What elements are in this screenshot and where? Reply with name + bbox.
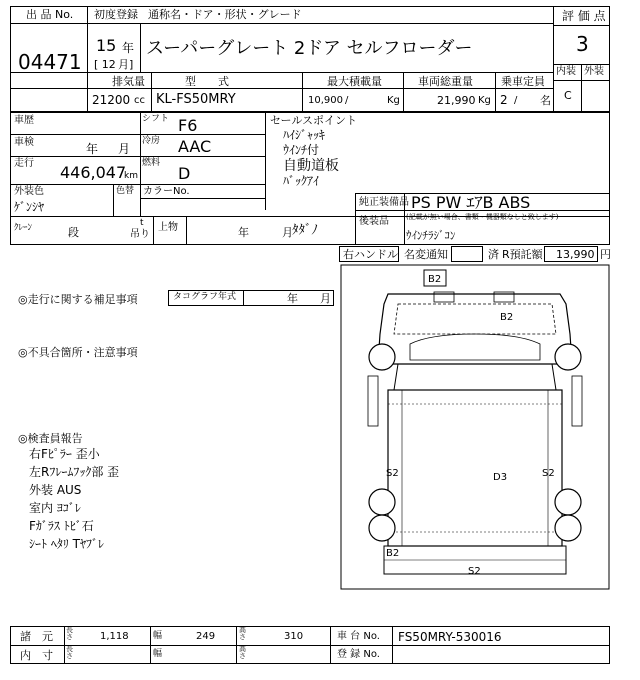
inspection-year-unit: 年 xyxy=(86,142,99,156)
chassis-number: FS50MRY-530016 xyxy=(398,630,502,644)
mileage-unit: km xyxy=(124,171,138,181)
steering: 右ハンドル xyxy=(343,248,398,261)
fuel-label: 燃料 xyxy=(142,158,161,168)
aftermarket-note: (記載が無い場合、書類・機器類なしと致します) xyxy=(406,213,559,221)
aircon-value: AAC xyxy=(178,137,212,156)
history-label: 車歴 xyxy=(14,115,34,126)
rear-left-wheel-1 xyxy=(369,489,395,515)
lot-number: 04471 xyxy=(18,50,82,74)
mileage-value: 446,047 xyxy=(60,163,127,182)
model-name: スーパーグレート 2ドア セルフローダー xyxy=(146,38,473,59)
front-left-wheel xyxy=(369,344,395,370)
tachograph-label: タコグラフ年式 xyxy=(173,292,237,302)
width-value: 249 xyxy=(196,631,216,642)
capacity-unit: 名 xyxy=(540,94,551,107)
color-value: ｹﾞﾝｼﾔ xyxy=(14,200,45,214)
mark-rear-left: B2 xyxy=(386,548,400,559)
capacity-separator: / xyxy=(514,95,518,106)
defects-title: ◎不具合箇所・注意事項 xyxy=(18,346,138,359)
first-registration-label: 初度登録 xyxy=(94,8,138,21)
rear-right-wheel-1 xyxy=(555,489,581,515)
name-change-label: 名変通知 xyxy=(404,248,448,261)
recycle-unit: 円 xyxy=(600,248,611,261)
width-label: 幅 xyxy=(153,631,163,641)
inspection-month-unit: 月 xyxy=(118,142,131,156)
mark-front-top: B2 xyxy=(428,274,442,285)
month-unit: 月] xyxy=(118,58,134,71)
sales-point-3: 自動道板 xyxy=(283,158,339,174)
inspector-line-4: 室内 ﾖｺﾞﾚ xyxy=(29,501,81,515)
recycle-deposit-label: R預託額 xyxy=(502,248,543,261)
sales-point-2: ｳｲﾝﾁ付 xyxy=(283,143,320,157)
color-change-label: 色替 xyxy=(116,186,135,196)
upper-year-unit: 年 xyxy=(238,226,249,239)
capacity-label: 乗車定員 xyxy=(501,75,545,88)
sales-points-label: セールスポイント xyxy=(270,114,358,127)
crane-stage-unit: 段 xyxy=(68,226,79,239)
standard-equipment-label: 純正装備品 xyxy=(359,197,409,208)
capacity: 2 xyxy=(500,93,508,107)
model-code: KL-FS50MRY xyxy=(156,92,236,107)
length-value: 1,118 xyxy=(100,631,129,642)
color-code-label: カラーNo. xyxy=(143,186,190,197)
name-door-grade-label: 通称名・ドア・形状・グレード xyxy=(148,8,302,21)
exterior-label: 外装 xyxy=(584,66,604,77)
rear-left-wheel-2 xyxy=(369,515,395,541)
shift-value: F6 xyxy=(178,116,198,135)
gross-weight-label: 車両総重量 xyxy=(418,75,473,88)
inspector-line-1: 右Fﾋﾟﾗｰ 歪小 xyxy=(29,447,100,461)
gross-weight-unit: Kg xyxy=(478,95,491,106)
height-value: 310 xyxy=(284,631,304,642)
front-right-wheel xyxy=(555,344,581,370)
driving-notes-title: ◎走行に関する補足事項 xyxy=(18,293,138,306)
interior-height-label: 高さ xyxy=(239,645,246,660)
dimensions-label: 諸 元 xyxy=(20,630,53,643)
rear-right-wheel-2 xyxy=(555,515,581,541)
score: 3 xyxy=(576,32,589,56)
inspection-label: 車検 xyxy=(14,137,34,148)
upper-body-maker: ﾀﾀﾞﾉ xyxy=(292,223,318,238)
interior-dimensions-label: 内 寸 xyxy=(20,649,53,662)
mark-bed-left: S2 xyxy=(386,468,399,479)
registration-year: 15 xyxy=(96,36,117,55)
displacement-label: 排気量 xyxy=(112,75,145,88)
mark-cab-right: B2 xyxy=(500,312,514,323)
height-label: 高さ xyxy=(239,626,246,641)
tachograph-year-unit: 年 xyxy=(287,292,298,305)
max-load-unit: Kg xyxy=(387,95,400,106)
max-load: 10,900 xyxy=(308,95,343,106)
displacement: 21200 xyxy=(92,93,131,107)
lot-number-label: 出 品 No. xyxy=(26,8,74,21)
aftermarket-label: 後装品 xyxy=(359,216,389,227)
sales-point-4: ﾊﾞｯｸｱｲ xyxy=(283,174,320,188)
aircon-label: 冷房 xyxy=(142,136,161,146)
inspector-report-title: ◎検査員報告 xyxy=(18,432,83,445)
interior-length-label: 長さ xyxy=(66,645,73,660)
interior-label: 内装 xyxy=(556,66,576,77)
registration-number-label: 登 録 No. xyxy=(337,649,380,660)
crane-ton: t xyxy=(140,218,144,228)
mark-bed-center: D3 xyxy=(493,472,508,483)
name-change-box xyxy=(451,246,483,262)
chassis-number-label: 車 台 No. xyxy=(337,631,380,642)
aftermarket-items: ｳｲﾝﾁﾗｼﾞｺﾝ xyxy=(406,229,456,242)
mileage-label: 走行 xyxy=(14,158,34,169)
max-load-separator: / xyxy=(345,95,349,106)
sales-point-1: ﾊｲｼﾞｬｯｷ xyxy=(283,128,326,142)
crane-label: ｸﾚｰﾝ xyxy=(14,223,33,233)
displacement-unit: cc xyxy=(134,95,145,106)
max-load-label: 最大積載量 xyxy=(327,75,382,88)
inspector-line-6: ｼｰﾄ ﾍﾀﾘ Tﾔﾌﾞﾚ xyxy=(29,537,104,551)
fuel-value: D xyxy=(178,164,191,183)
score-label: 評 価 点 xyxy=(562,9,606,23)
tachograph-month-unit: 月 xyxy=(320,292,331,305)
truck-damage-diagram xyxy=(340,264,610,590)
standard-equipment: PS PW ｴｱB ABS xyxy=(411,193,531,212)
color-label: 外装色 xyxy=(14,186,44,197)
interior-grade: C xyxy=(564,89,572,102)
upper-body-label: 上物 xyxy=(158,222,178,233)
gross-weight: 21,990 xyxy=(437,94,476,107)
mark-rear-center: S2 xyxy=(468,566,481,577)
crane-lift-unit: 吊り xyxy=(130,229,150,240)
upper-month-unit: 月 xyxy=(282,226,293,239)
length-label: 長さ xyxy=(66,626,73,641)
registration-month: [ 12 xyxy=(94,58,116,71)
interior-width-label: 幅 xyxy=(153,649,163,659)
model-code-label: 型 式 xyxy=(185,75,229,88)
mark-bed-right: S2 xyxy=(542,468,555,479)
inspector-line-3: 外装 AUS xyxy=(29,483,82,497)
inspector-line-2: 左Rﾌﾚｰﾑﾌｯｸ部 歪 xyxy=(29,465,120,479)
recycle-deposit: 13,990 xyxy=(556,248,595,261)
inspector-line-5: Fｶﾞﾗｽ ﾄﾋﾞ石 xyxy=(29,519,94,533)
shift-label: シフト xyxy=(142,114,170,124)
year-unit: 年 xyxy=(122,41,135,55)
recycle-paid: 済 xyxy=(488,248,499,261)
